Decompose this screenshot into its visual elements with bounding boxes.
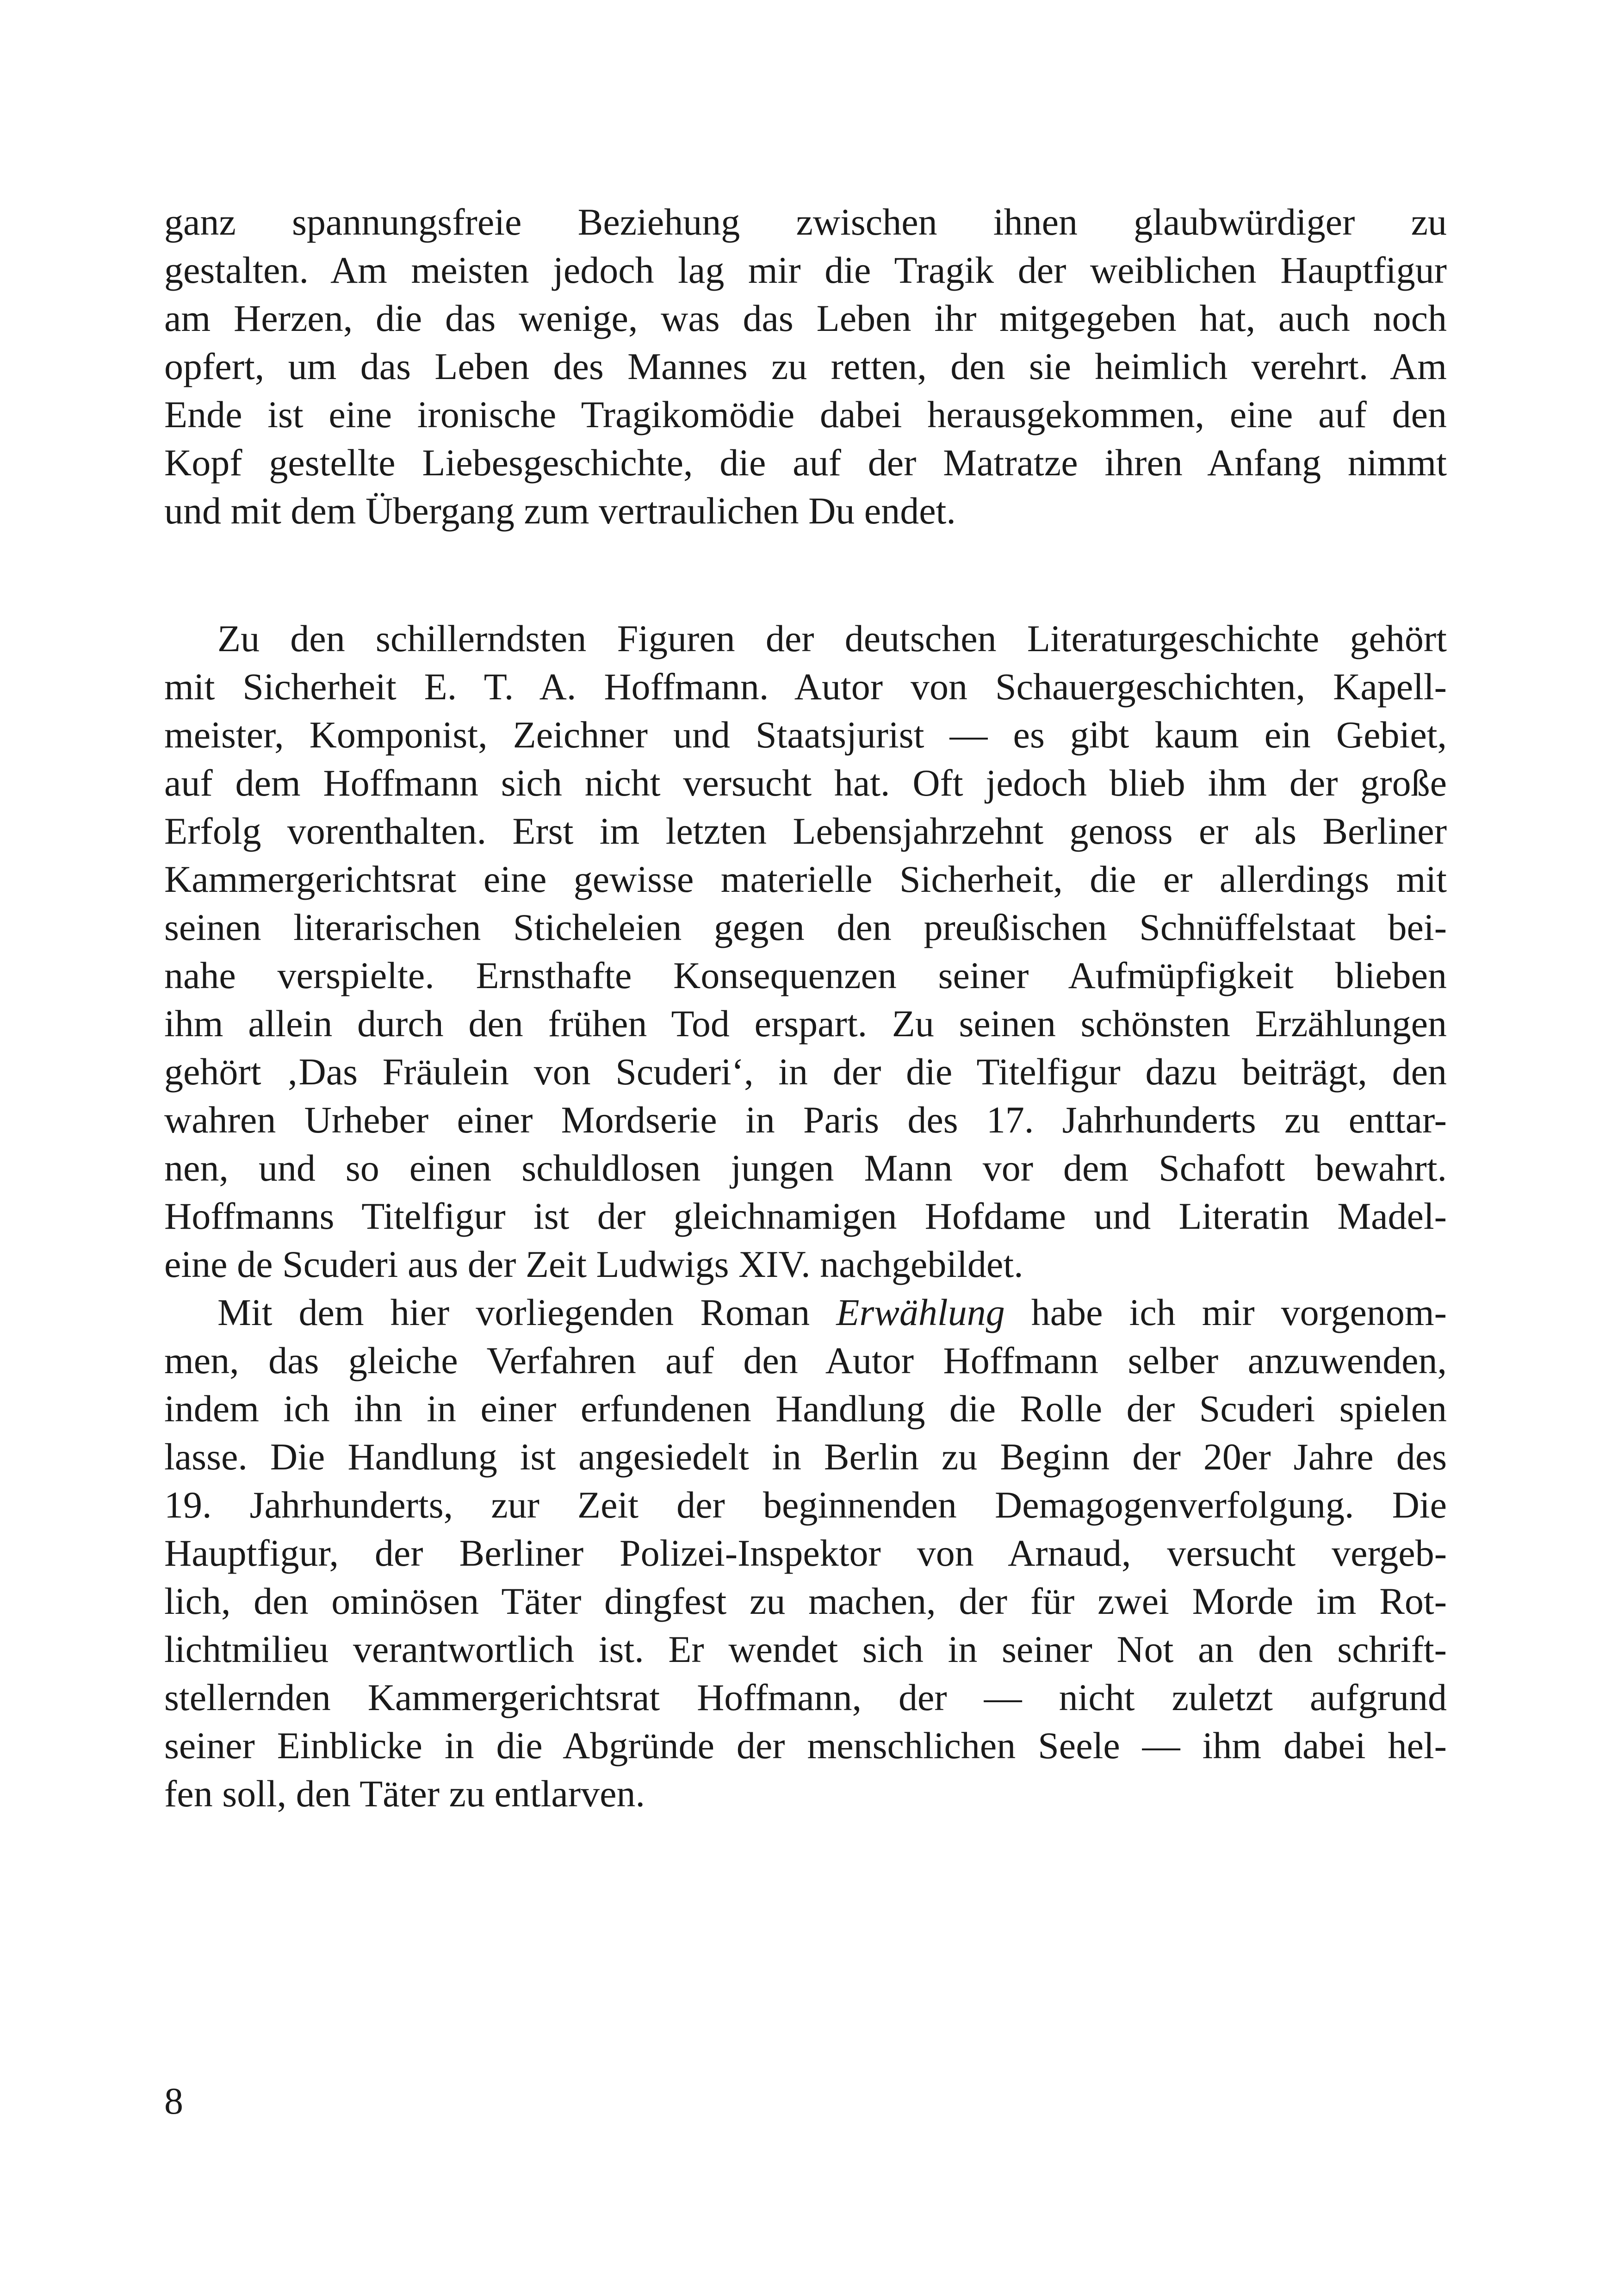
text-line: wahren Urheber einer Mordserie in Paris des 17. Jahrhunderts zu enttar- (164, 1099, 1447, 1141)
text-line: Erfolg vorenthalten. Erst im letzten Lebensjahrzehnt genoss er als Berliner (164, 810, 1447, 852)
text-line: ihm allein durch den frühen Tod erspart. Zu seinen schönsten Erzählungen (164, 1002, 1447, 1045)
text-line: Hauptfigur, der Berliner Polizei-Inspektor von Arnaud, versucht vergeb- (164, 1532, 1447, 1574)
text-line: seinen literarischen Sticheleien gegen den preußischen Schnüffelstaat bei- (164, 906, 1447, 948)
text-line: am Herzen, die das wenige, was das Leben ihr mitgegeben hat, auch noch (164, 297, 1447, 339)
text-line: nahe verspielte. Ernsthafte Konsequenzen seiner Aufmüpfigkeit blieben (164, 954, 1447, 996)
text-line: 19. Jahrhunderts, zur Zeit der beginnenden Demagogenverfolgung. Die (164, 1484, 1447, 1526)
text-line: seiner Einblicke in die Abgründe der menschlichen Seele — ihm dabei hel- (164, 1724, 1447, 1767)
text-line: Kammergerichtsrat eine gewisse materielle Sicherheit, die er allerdings mit (164, 858, 1447, 900)
text-line: opfert, um das Leben des Mannes zu retten, den sie heimlich verehrt. Am (164, 345, 1447, 387)
page-number: 8 (164, 2080, 183, 2122)
text-line: men, das gleiche Verfahren auf den Autor Hoffmann selber anzuwenden, (164, 1339, 1447, 1381)
text-line: lich, den ominösen Täter dingfest zu machen, der für zwei Morde im Rot- (164, 1580, 1447, 1622)
text-line: ganz spannungsfreie Beziehung zwischen ihnen glaubwürdiger zu (164, 201, 1447, 243)
text-line: gestalten. Am meisten jedoch lag mir die Tragik der weiblichen Hauptfigur (164, 249, 1447, 291)
text-line: lichtmilieu verantwortlich ist. Er wendet sich in seiner Not an den schrift- (164, 1628, 1447, 1670)
text-line: indem ich ihn in einer erfundenen Handlung die Rolle der Scuderi spielen (164, 1388, 1447, 1430)
text-run: habe ich mir vorgenom- (1004, 1291, 1447, 1333)
text-line: und mit dem Übergang zum vertraulichen Du endet. (164, 490, 956, 532)
text-line: fen soll, den Täter zu entlarven. (164, 1773, 645, 1815)
text-line: lasse. Die Handlung ist angesiedelt in Berlin zu Beginn der 20er Jahre des (164, 1436, 1447, 1478)
book-title-italic: Erwählung (836, 1291, 1005, 1333)
text-line: gehört ‚Das Fräulein von Scuderi‘, in der die Titelfigur dazu beiträgt, den (164, 1051, 1447, 1093)
text-line: nen, und so einen schuldlosen jungen Mann vor dem Schafott bewahrt. (164, 1147, 1447, 1189)
text-line: stellernden Kammergerichtsrat Hoffmann, der — nicht zuletzt aufgrund (164, 1676, 1447, 1718)
text-line: Ende ist eine ironische Tragikomödie dabei herausgekommen, eine auf den (164, 393, 1447, 436)
text-line: auf dem Hoffmann sich nicht versucht hat. Oft jedoch blieb ihm der große (164, 762, 1447, 804)
text-line: eine de Scuderi aus der Zeit Ludwigs XIV. nachgebildet. (164, 1243, 1023, 1285)
text-line (217, 1287, 1447, 1338)
text-line: Zu den schillerndsten Figuren der deutschen Literaturgeschichte gehört (217, 617, 1447, 660)
text-line: Hoffmanns Titelfigur ist der gleichnamigen Hofdame und Literatin Madel- (164, 1195, 1447, 1237)
text-run: Mit dem hier vorliegenden Roman (217, 1291, 837, 1333)
text-line: meister, Komponist, Zeichner und Staatsjurist — es gibt kaum ein Gebiet, (164, 714, 1447, 756)
text-line: mit Sicherheit E. T. A. Hoffmann. Autor von Schauergeschichten, Kapell- (164, 666, 1447, 708)
text-line: Kopf gestellte Liebesgeschichte, die auf der Matratze ihren Anfang nimmt (164, 442, 1447, 484)
